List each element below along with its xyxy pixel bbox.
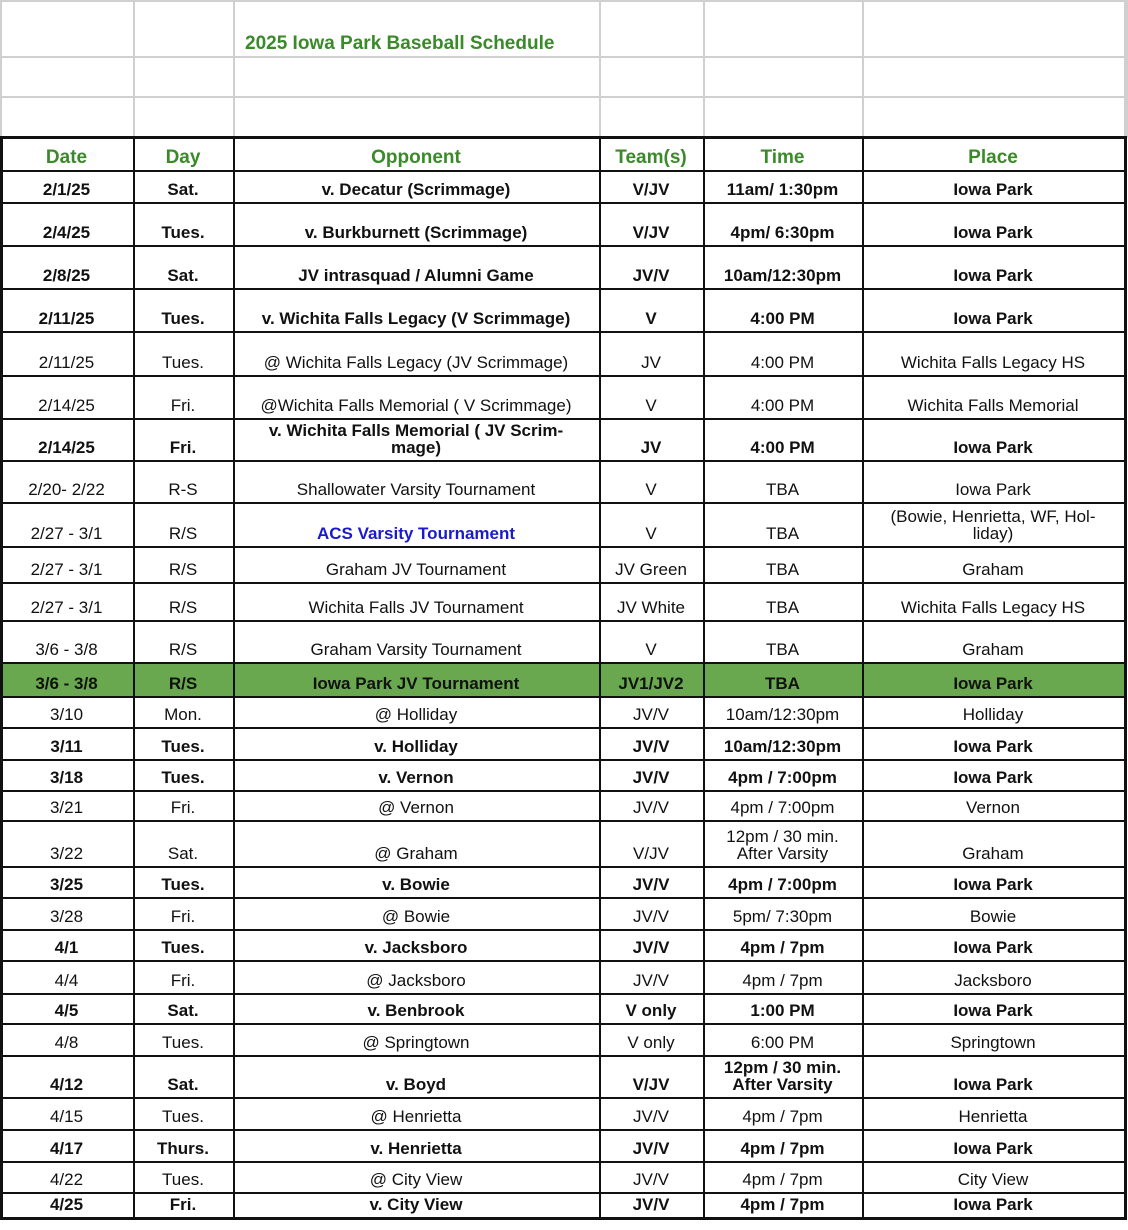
cell-time: TBA bbox=[765, 674, 800, 693]
cell-opponent: v. Bowie bbox=[382, 875, 450, 894]
cell-time: TBA bbox=[765, 524, 800, 543]
cell-teams: JV White bbox=[616, 598, 686, 617]
cell-time: 10am/12:30pm bbox=[723, 266, 842, 285]
column-header-place: Place bbox=[968, 147, 1018, 168]
cell-date: 2/27 - 3/1 bbox=[30, 598, 103, 617]
cell-place: Graham bbox=[962, 844, 1024, 863]
cell-opponent: v. City View bbox=[369, 1195, 463, 1214]
cell-opponent: Shallowater Varsity Tournament bbox=[296, 480, 536, 499]
cell-day: Tues. bbox=[162, 1033, 204, 1052]
grid-vline-top-0 bbox=[0, 0, 2, 136]
cell-time: 4pm / 7:00pm bbox=[730, 798, 835, 817]
cell-date: 3/25 bbox=[49, 875, 84, 894]
cell-place: Bowie bbox=[969, 907, 1017, 926]
cell-day: Fri. bbox=[170, 396, 196, 415]
cell-teams: JV/V bbox=[633, 907, 669, 926]
cell-teams: JV/V bbox=[632, 266, 670, 285]
cell-day: R/S bbox=[168, 640, 198, 659]
cell-opponent: v. Decatur (Scrimmage) bbox=[321, 180, 511, 199]
cell-opponent: @ Jacksboro bbox=[366, 971, 466, 990]
cell-time: 12pm / 30 min. After Varsity bbox=[726, 827, 839, 863]
grid-vline-top-1 bbox=[133, 0, 135, 136]
cell-teams: V bbox=[645, 480, 657, 499]
column-header-opponent: Opponent bbox=[371, 147, 461, 168]
cell-teams: JV1/JV2 bbox=[618, 674, 684, 693]
cell-opponent: @ Vernon bbox=[378, 798, 454, 817]
cell-teams: JV/V bbox=[632, 768, 670, 787]
cell-day: Fri. bbox=[169, 1195, 197, 1214]
cell-opponent: ACS Varsity Tournament bbox=[316, 524, 516, 543]
cell-opponent: Wichita Falls JV Tournament bbox=[308, 598, 524, 617]
cell-date: 4/22 bbox=[49, 1170, 84, 1189]
cell-date: 4/1 bbox=[54, 938, 79, 957]
cell-place: Wichita Falls Memorial bbox=[907, 396, 1079, 415]
cell-date: 3/18 bbox=[49, 768, 84, 787]
cell-date: 3/6 - 3/8 bbox=[35, 674, 98, 693]
cell-day: Fri. bbox=[170, 798, 196, 817]
cell-day: Sat. bbox=[167, 180, 199, 199]
cell-time: 4:00 PM bbox=[750, 309, 815, 328]
cell-place: Iowa Park bbox=[953, 1075, 1033, 1094]
cell-opponent: Iowa Park JV Tournament bbox=[312, 674, 520, 693]
cell-day: R-S bbox=[168, 480, 198, 499]
cell-place: Iowa Park bbox=[953, 768, 1033, 787]
cell-place: Henrietta bbox=[958, 1107, 1028, 1126]
cell-opponent: @ City View bbox=[369, 1170, 463, 1189]
cell-date: 4/15 bbox=[49, 1107, 84, 1126]
cell-time: 1:00 PM bbox=[750, 1001, 815, 1020]
cell-day: Tues. bbox=[161, 737, 205, 756]
cell-day: Tues. bbox=[161, 875, 205, 894]
cell-date: 2/11/25 bbox=[38, 309, 95, 328]
cell-date: 3/10 bbox=[49, 705, 84, 724]
cell-opponent: Graham Varsity Tournament bbox=[310, 640, 522, 659]
cell-day: Tues. bbox=[162, 353, 204, 372]
cell-date: 4/17 bbox=[49, 1139, 84, 1158]
cell-place: City View bbox=[957, 1170, 1029, 1189]
cell-date: 3/28 bbox=[49, 907, 84, 926]
cell-place: Springtown bbox=[950, 1033, 1036, 1052]
cell-day: Tues. bbox=[162, 1107, 204, 1126]
cell-place: Iowa Park bbox=[955, 480, 1031, 499]
cell-opponent: @ Holliday bbox=[374, 705, 458, 724]
cell-place: Iowa Park bbox=[953, 309, 1033, 328]
cell-date: 4/8 bbox=[54, 1033, 79, 1052]
cell-place: Graham bbox=[962, 640, 1024, 659]
cell-place: Iowa Park bbox=[953, 223, 1033, 242]
cell-time: 4pm / 7pm bbox=[740, 1195, 825, 1214]
cell-date: 3/11 bbox=[50, 737, 83, 756]
cell-time: 4pm / 7:00pm bbox=[728, 875, 837, 894]
cell-date: 2/27 - 3/1 bbox=[30, 560, 103, 579]
cell-date: 2/8/25 bbox=[42, 266, 91, 285]
cell-opponent: @ Henrietta bbox=[370, 1107, 462, 1126]
cell-teams: JV/V bbox=[633, 798, 669, 817]
cell-time: 4pm / 7pm bbox=[742, 971, 823, 990]
cell-day: Tues. bbox=[161, 768, 205, 787]
cell-place: Wichita Falls Legacy HS bbox=[900, 353, 1086, 372]
cell-opponent: JV intrasquad / Alumni Game bbox=[298, 266, 534, 285]
cell-teams: V only bbox=[627, 1033, 675, 1052]
cell-place: Iowa Park bbox=[953, 1195, 1033, 1214]
cell-time: 4:00 PM bbox=[750, 353, 815, 372]
cell-day: R/S bbox=[168, 674, 198, 693]
cell-date: 3/22 bbox=[49, 844, 84, 863]
table-vline-6 bbox=[1124, 136, 1127, 1220]
cell-date: 4/25 bbox=[49, 1195, 84, 1214]
cell-time: TBA bbox=[765, 640, 800, 659]
cell-opponent: @Wichita Falls Memorial ( V Scrimmage) bbox=[260, 396, 572, 415]
cell-time: 4pm / 7:00pm bbox=[728, 768, 837, 787]
grid-vline-top-5 bbox=[862, 0, 864, 136]
cell-day: Sat. bbox=[167, 266, 199, 285]
cell-teams: V bbox=[645, 396, 657, 415]
cell-date: 2/14/25 bbox=[38, 396, 95, 415]
cell-date: 2/14/25 bbox=[38, 438, 95, 457]
cell-teams: V/JV bbox=[632, 223, 670, 242]
cell-opponent: v. Benbrook bbox=[367, 1001, 465, 1020]
cell-place: Wichita Falls Legacy HS bbox=[900, 598, 1086, 617]
cell-place: Iowa Park bbox=[953, 875, 1033, 894]
cell-opponent: Graham JV Tournament bbox=[325, 560, 507, 579]
cell-time: 11am/ 1:30pm bbox=[726, 180, 839, 199]
cell-teams: V bbox=[645, 524, 657, 543]
cell-date: 2/4/25 bbox=[42, 223, 91, 242]
cell-teams: JV/V bbox=[632, 875, 670, 894]
cell-place: Holliday bbox=[962, 705, 1024, 724]
cell-opponent: @ Wichita Falls Legacy (JV Scrimmage) bbox=[263, 353, 569, 372]
cell-opponent: v. Burkburnett (Scrimmage) bbox=[304, 223, 528, 242]
cell-opponent: v. Wichita Falls Legacy (V Scrimmage) bbox=[261, 309, 571, 328]
cell-day: Sat. bbox=[167, 1075, 199, 1094]
cell-day: R/S bbox=[168, 560, 198, 579]
cell-date: 4/12 bbox=[49, 1075, 84, 1094]
grid-hline-2 bbox=[0, 96, 1128, 98]
cell-day: R/S bbox=[168, 524, 198, 543]
cell-teams: JV/V bbox=[633, 1107, 669, 1126]
cell-opponent: v. Wichita Falls Memorial ( JV Scrim- mage) bbox=[268, 421, 564, 457]
table-hline-bottom bbox=[0, 1217, 1124, 1220]
cell-teams: V/JV bbox=[633, 844, 669, 863]
cell-time: 10am/12:30pm bbox=[723, 737, 842, 756]
column-header-time: Time bbox=[760, 147, 805, 168]
cell-place: Iowa Park bbox=[953, 674, 1033, 693]
cell-day: Mon. bbox=[164, 705, 202, 724]
cell-time: 4pm/ 6:30pm bbox=[730, 223, 835, 242]
cell-teams: JV bbox=[641, 353, 661, 372]
cell-opponent: @ Bowie bbox=[381, 907, 451, 926]
cell-day: Fri. bbox=[169, 438, 197, 457]
cell-place: Iowa Park bbox=[953, 180, 1033, 199]
cell-date: 4/4 bbox=[54, 971, 79, 990]
cell-time: 12pm / 30 min. After Varsity bbox=[723, 1058, 842, 1094]
cell-place: Graham bbox=[962, 560, 1024, 579]
cell-place: Vernon bbox=[966, 798, 1020, 817]
page-title: 2025 Iowa Park Baseball Schedule bbox=[245, 33, 555, 54]
cell-opponent: v. Vernon bbox=[378, 768, 454, 787]
cell-opponent: @ Springtown bbox=[362, 1033, 470, 1052]
cell-day: R/S bbox=[168, 598, 198, 617]
cell-place: Iowa Park bbox=[953, 266, 1033, 285]
cell-date: 2/11/25 bbox=[38, 353, 95, 372]
cell-time: 5pm/ 7:30pm bbox=[732, 907, 833, 926]
cell-day: Sat. bbox=[167, 844, 199, 863]
cell-day: Tues. bbox=[161, 309, 205, 328]
cell-place: Iowa Park bbox=[953, 438, 1033, 457]
cell-teams: V/JV bbox=[632, 1075, 670, 1094]
grid-hline-1 bbox=[0, 56, 1128, 58]
cell-teams: JV/V bbox=[633, 705, 669, 724]
cell-time: 10am/12:30pm bbox=[725, 705, 840, 724]
cell-date: 2/1/25 bbox=[42, 180, 91, 199]
cell-day: Tues. bbox=[161, 223, 205, 242]
cell-place: Iowa Park bbox=[953, 938, 1033, 957]
cell-teams: JV/V bbox=[632, 1139, 670, 1158]
cell-date: 2/27 - 3/1 bbox=[30, 524, 103, 543]
cell-opponent: v. Boyd bbox=[385, 1075, 447, 1094]
cell-day: Fri. bbox=[170, 907, 196, 926]
cell-day: Fri. bbox=[170, 971, 196, 990]
cell-date: 2/20- 2/22 bbox=[28, 480, 105, 499]
cell-time: TBA bbox=[765, 598, 800, 617]
cell-place: Jacksboro bbox=[954, 971, 1032, 990]
cell-teams: JV/V bbox=[632, 737, 670, 756]
cell-day: Tues. bbox=[162, 1170, 204, 1189]
column-header-day: Day bbox=[165, 147, 201, 168]
cell-day: Sat. bbox=[167, 1001, 199, 1020]
cell-teams: V bbox=[645, 309, 657, 328]
cell-time: 4pm / 7pm bbox=[740, 1139, 825, 1158]
cell-teams: JV Green bbox=[615, 560, 687, 579]
cell-time: 6:00 PM bbox=[750, 1033, 815, 1052]
cell-time: 4pm / 7pm bbox=[742, 1107, 823, 1126]
cell-place: Iowa Park bbox=[953, 737, 1033, 756]
cell-opponent: @ Graham bbox=[374, 844, 458, 863]
cell-time: 4:00 PM bbox=[750, 396, 815, 415]
cell-teams: JV/V bbox=[633, 1170, 669, 1189]
cell-place: Iowa Park bbox=[953, 1139, 1033, 1158]
cell-place: Iowa Park bbox=[953, 1001, 1033, 1020]
cell-opponent: v. Jacksboro bbox=[364, 938, 468, 957]
cell-time: 4pm / 7pm bbox=[742, 1170, 823, 1189]
column-header-date: Date bbox=[45, 147, 88, 168]
column-header-teams: Team(s) bbox=[615, 147, 687, 168]
cell-teams: V only bbox=[625, 1001, 677, 1020]
cell-teams: V/JV bbox=[632, 180, 670, 199]
cell-time: 4:00 PM bbox=[750, 438, 815, 457]
cell-date: 4/5 bbox=[54, 1001, 79, 1020]
cell-teams: JV/V bbox=[633, 971, 669, 990]
cell-date: 3/21 bbox=[49, 798, 84, 817]
cell-day: Tues. bbox=[161, 938, 205, 957]
cell-teams: JV/V bbox=[632, 938, 670, 957]
cell-teams: V bbox=[645, 640, 657, 659]
cell-time: TBA bbox=[765, 480, 800, 499]
cell-time: TBA bbox=[765, 560, 800, 579]
cell-opponent: v. Holliday bbox=[374, 737, 458, 756]
cell-date: 3/6 - 3/8 bbox=[35, 640, 98, 659]
cell-time: 4pm / 7pm bbox=[740, 938, 825, 957]
cell-place: (Bowie, Henrietta, WF, Hol- liday) bbox=[890, 507, 1096, 543]
cell-day: Thurs. bbox=[157, 1139, 209, 1158]
cell-teams: JV bbox=[640, 438, 662, 457]
cell-teams: JV/V bbox=[632, 1195, 670, 1214]
cell-opponent: v. Henrietta bbox=[370, 1139, 462, 1158]
